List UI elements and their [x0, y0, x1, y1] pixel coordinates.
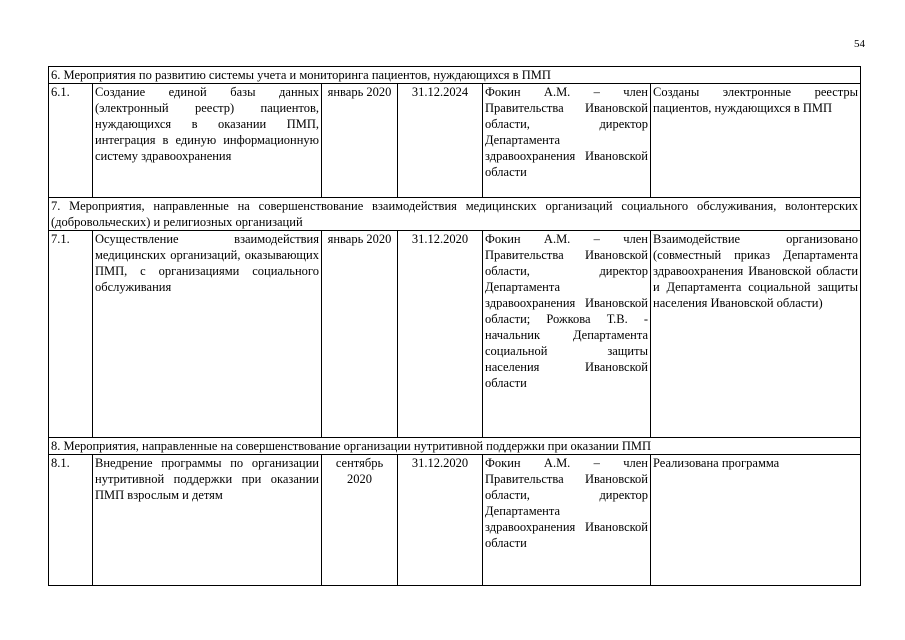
- table-row: [49, 84, 861, 198]
- start-date-cell: [322, 231, 398, 438]
- section-title-cell: [49, 198, 861, 231]
- activity-cell: [93, 84, 322, 198]
- row-number-cell: [49, 455, 93, 586]
- responsible-cell: [483, 231, 651, 438]
- section-title-cell: [49, 67, 861, 84]
- row-number-cell: [49, 231, 93, 438]
- start-date-cell: [322, 84, 398, 198]
- section-title: 8. Мероприятия, направленные на совершенствование организации нутритивной поддержки при оказании ПМП: [51, 439, 652, 453]
- result-cell: [651, 231, 861, 438]
- activity-cell: [93, 455, 322, 586]
- end-date-cell: [398, 84, 483, 198]
- activity-text: Осуществление взаимодействия медицинских организаций, оказывающих ПМП, с организациями социального обслуживания: [95, 232, 319, 294]
- row-number: 6.1.: [51, 85, 70, 99]
- row-number: 7.1.: [51, 232, 70, 246]
- section-title: 6. Мероприятия по развитию системы учета и мониторинга пациентов, нуждающихся в ПМП: [51, 68, 551, 82]
- section-title: 7. Мероприятия, направленные на совершенствование взаимодействия медицинских организаций социального обслуживания, волонтерских (добровольческих) и религиозных организаций: [51, 199, 859, 229]
- end-date: 31.12.2020: [411, 232, 469, 246]
- start-date: сентябрь 2020: [335, 456, 384, 486]
- responsible-cell: [483, 84, 651, 198]
- section-header-row: [49, 67, 861, 84]
- responsible-text: Фокин А.М. – член Правительства Ивановской области, директор Департамента здравоохранения Ивановской области: [485, 456, 648, 550]
- responsible-text: Фокин А.М. – член Правительства Ивановской области, директор Департамента здравоохранения Ивановской области; Рожкова Т.В. - начальник Департамента социальной защиты населения Ивановской области: [485, 232, 648, 390]
- start-date: январь 2020: [327, 85, 392, 99]
- result-text: Взаимодействие организовано (совместный приказ Департамента здравоохранения Ивановской области и Департамента социальной защиты населения Ивановской области): [653, 232, 859, 310]
- responsible-text: Фокин А.М. – член Правительства Ивановской области, директор Департамента здравоохранения Ивановской области: [485, 85, 648, 179]
- activity-text: Создание единой базы данных (электронный реестр) пациентов, нуждающихся в оказании ПМП, интеграция в единую информационную систему здравоохранения: [95, 85, 319, 163]
- end-date-cell: [398, 455, 483, 586]
- start-date: январь 2020: [327, 232, 392, 246]
- result-text: Реализована программа: [653, 456, 780, 470]
- row-number-cell: [49, 84, 93, 198]
- plan-table: [48, 66, 861, 586]
- section-header-row: [49, 198, 861, 231]
- result-cell: [651, 455, 861, 586]
- table-row: [49, 455, 861, 586]
- row-number: 8.1.: [51, 456, 70, 470]
- section-header-row: [49, 438, 861, 455]
- result-text: Созданы электронные реестры пациентов, нуждающихся в ПМП: [653, 85, 859, 115]
- page-number: 54: [854, 38, 865, 50]
- activity-cell: [93, 231, 322, 438]
- activity-text: Внедрение программы по организации нутритивной поддержки при оказании ПМП взрослым и детям: [95, 456, 319, 502]
- responsible-cell: [483, 455, 651, 586]
- section-title-cell: [49, 438, 861, 455]
- table-row: [49, 231, 861, 438]
- end-date: 31.12.2020: [411, 456, 469, 470]
- result-cell: [651, 84, 861, 198]
- start-date-cell: [322, 455, 398, 586]
- end-date: 31.12.2024: [411, 85, 469, 99]
- end-date-cell: [398, 231, 483, 438]
